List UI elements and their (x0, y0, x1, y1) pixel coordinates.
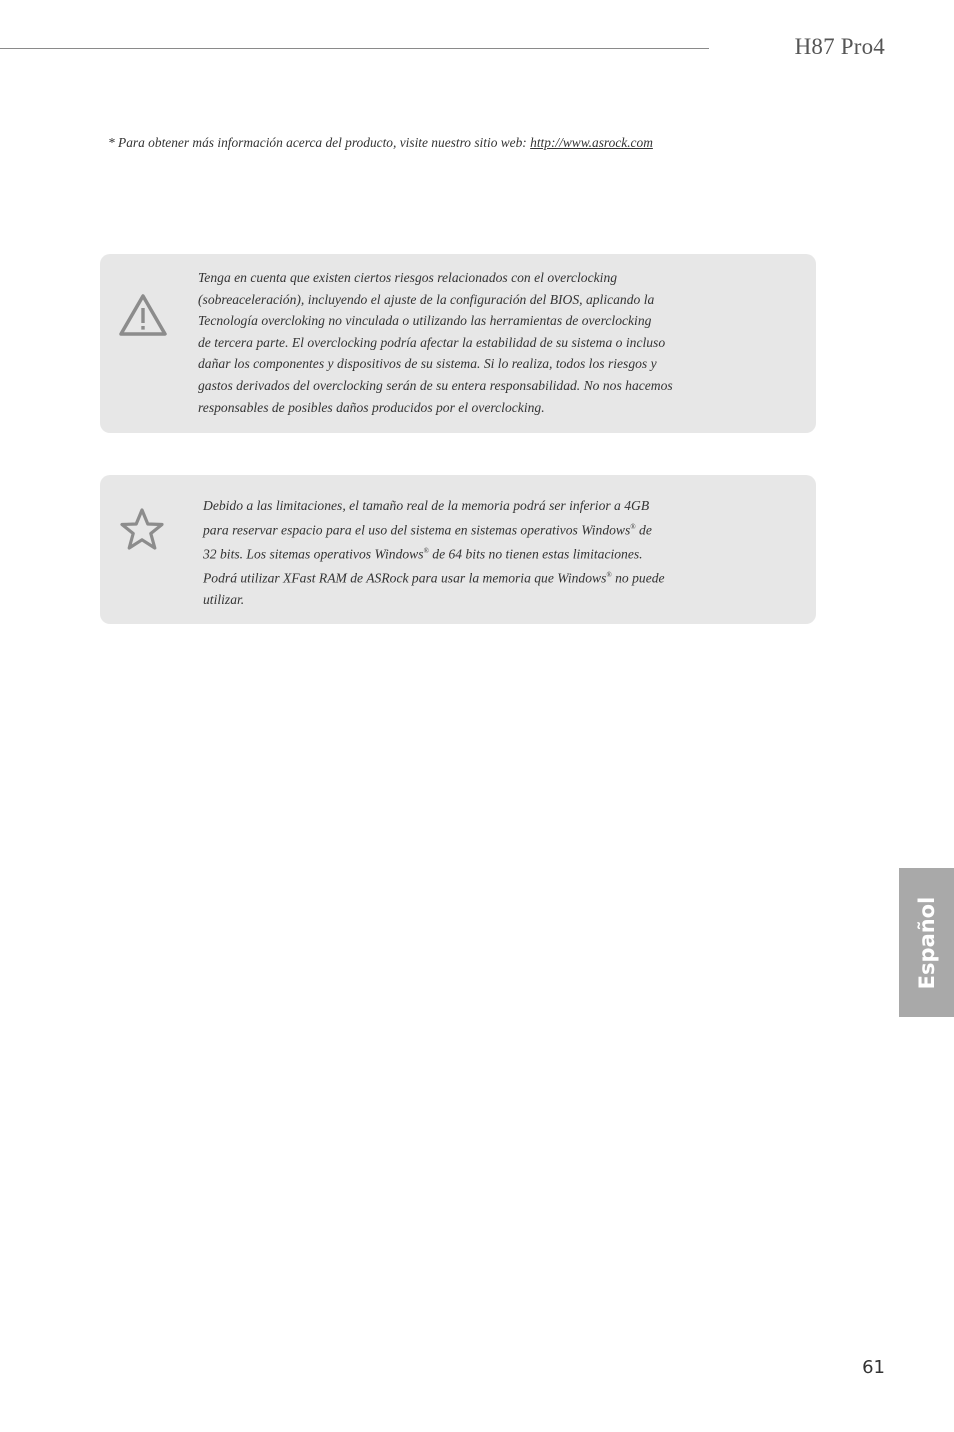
registered-mark: ® (630, 522, 636, 531)
warning-line: responsables de posibles daños producidos por el overclocking. (198, 399, 545, 415)
product-title: H87 Pro4 (794, 34, 885, 59)
star-icon (118, 507, 166, 553)
memory-line: Podrá utilizar XFast RAM de ASRock para usar la memoria que Windows® no puede (203, 570, 665, 586)
memory-note-text (203, 495, 803, 611)
registered-mark: ® (423, 546, 429, 555)
language-tab-label: Español (914, 896, 939, 989)
memory-line: Debido a las limitaciones, el tamaño real de la memoria podrá ser inferior a 4GB (203, 498, 650, 513)
page-number: 61 (862, 1357, 885, 1378)
warning-line: (sobreaceleración), incluyendo el ajuste de la configuración del BIOS, aplicando la (198, 291, 655, 307)
memory-line: para reservar espacio para el uso del sistema en sistemas operativos Windows® de (203, 522, 652, 538)
header-rule (0, 48, 709, 49)
website-link[interactable]: http://www.asrock.com (530, 135, 653, 150)
registered-mark: ® (606, 570, 612, 579)
language-tab (899, 868, 954, 1017)
warning-line: Tecnología overcloking no vinculada o utilizando las herramientas de overclocking (198, 313, 652, 329)
memory-note-box (100, 475, 816, 624)
warning-triangle-icon (117, 292, 169, 340)
memory-line: 32 bits. Los sitemas operativos Windows® de 64 bits no tienen estas limitaciones. (203, 546, 643, 562)
overclocking-warning-box (100, 254, 816, 433)
warning-line: gastos derivados del overclocking serán de su entera responsabilidad. No nos hacemos (198, 377, 673, 393)
overclocking-warning-text (198, 267, 798, 418)
memory-line: utilizar. (203, 591, 245, 607)
footnote (108, 135, 653, 151)
footnote-text: * Para obtener más información acerca del producto, visite nuestro sitio web: (108, 135, 531, 150)
warning-line: Tenga en cuenta que existen ciertos riesgos relacionados con el overclocking (198, 270, 618, 285)
warning-line: dañar los componentes y dispositivos de su sistema. Si lo realiza, todos los riesgos y (198, 356, 657, 372)
warning-line: de tercera parte. El overclocking podría afectar la estabilidad de su sistema o incluso (198, 334, 666, 350)
